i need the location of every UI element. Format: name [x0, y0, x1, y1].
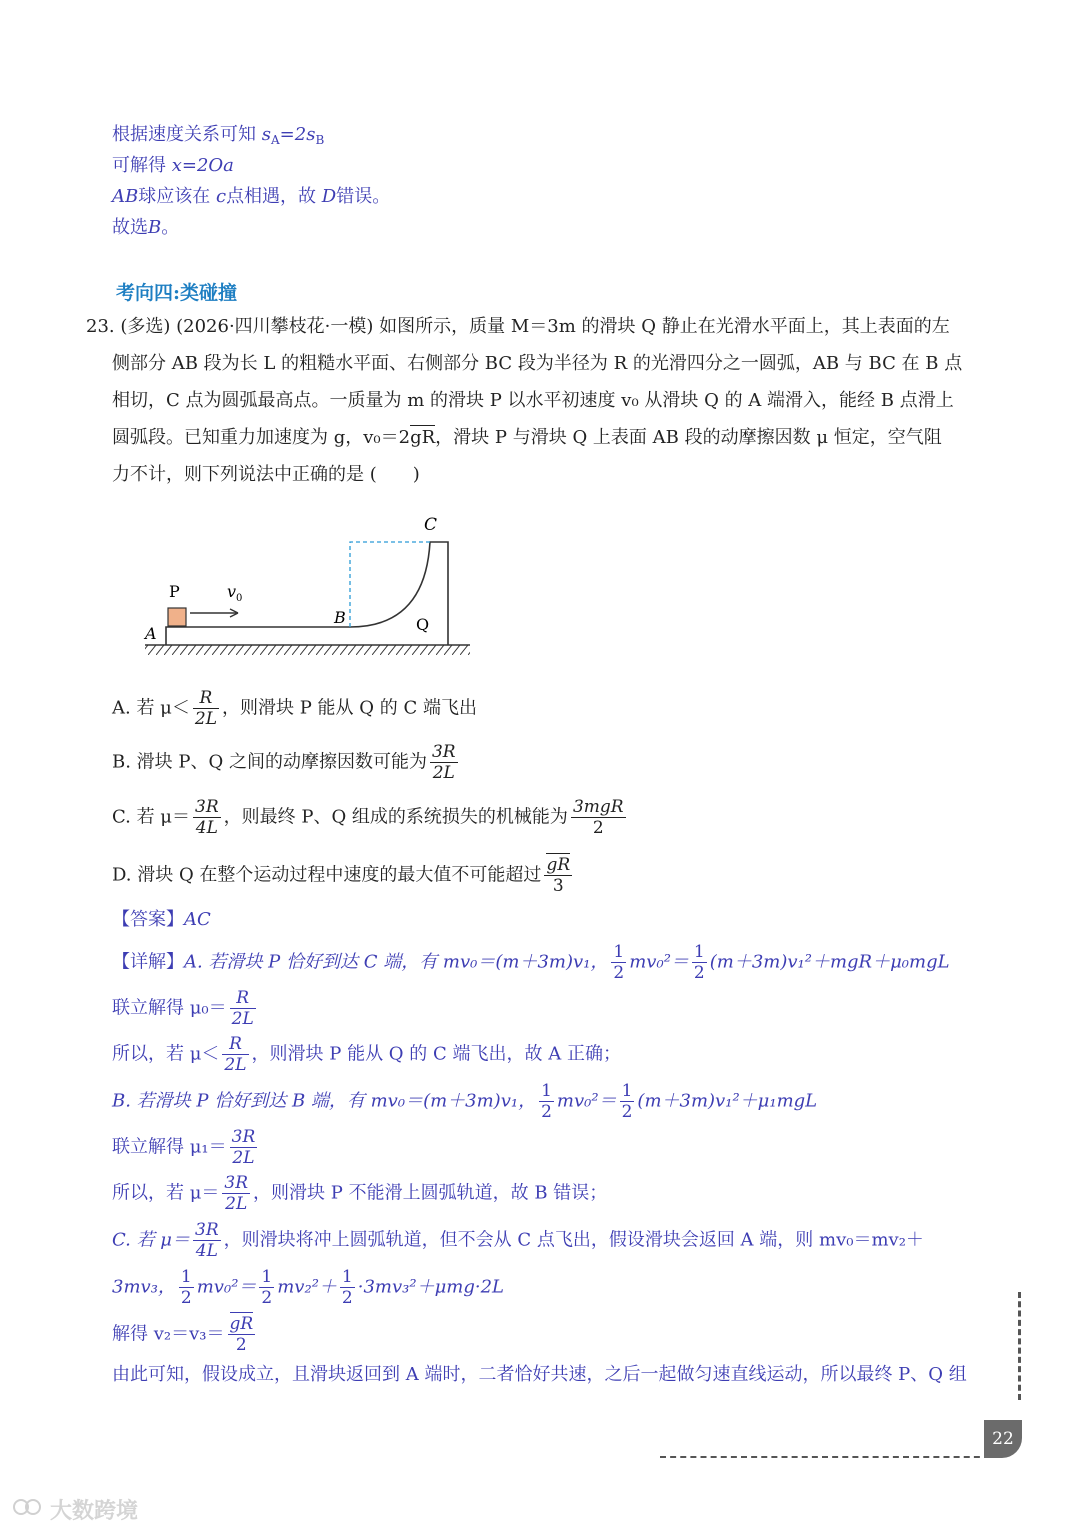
page-edge-dashes-horizontal: [660, 1456, 990, 1458]
label-q: Q: [416, 615, 430, 634]
answer-line: 【答案】AC: [112, 909, 211, 930]
solution-line-5: 联立解得 μ₁＝ $\frac{3R}{2L}$: [112, 1127, 256, 1168]
question-line-5: 力不计，则下列说法中正确的是 ( ): [112, 464, 420, 485]
option-d: D. 滑块 Q 在整个运动过程中速度的最大值不可能超过 $\frac{gR}{3}$: [112, 855, 571, 896]
label-b: B: [334, 608, 346, 627]
watermark-text: 大数跨境: [50, 1499, 139, 1524]
prev-solution-line-1: 根据速度关系可知 $s_A=2s_B$: [112, 124, 325, 147]
prev-solution-line-3: AB球应该在 c点相遇，故 D错误。: [112, 186, 391, 207]
block-p: [168, 608, 186, 626]
label-a: A: [145, 624, 157, 643]
ground-hatching: [145, 645, 470, 655]
question-line-2: 侧部分 AB 段为长 L 的粗糙水平面、右侧部分 BC 段为半径为 R 的光滑四分之一圆弧，AB 与 BC 在 B 点: [112, 353, 963, 374]
solution-line-8: 3mv₃， $\frac{1}{2}$ mv₀²＝ $\frac{1}{2}$ mv₂²＋ $\frac{1}{2}$ ·3mv₃²＋μmg·2L: [112, 1267, 504, 1308]
solution-line-1: 【详解】A. 若滑块 P 恰好到达 C 端，有 mv₀＝(m＋3m)v₁， $\frac{1}{2}$ mv₀²＝ $\frac{1}{2}$ (m＋3m)v₁²＋mgR＋μ₀mgL: [112, 942, 950, 983]
option-c: C. 若 μ＝ $\frac{3R}{4L}$ ，则最终 P、Q 组成的系统损失的机械能为 $\frac{\text{3mgR}}{2}$: [112, 797, 624, 838]
option-a: A. 若 μ＜ $\frac{R}{2L}$ ，则滑块 P 能从 Q 的 C 端飞出: [112, 688, 477, 729]
solution-line-7: C. 若 μ＝ $\frac{3R}{4L}$ ，则滑块将冲上圆弧轨道，但不会从 C 点飞出，假设滑块会返回 A 端，则 mv₀＝mv₂＋: [112, 1220, 924, 1261]
question-line-4: 圆弧段。已知重力加速度为 g，v₀＝2gR，滑块 P 与滑块 Q 上表面 AB 段的动摩擦因数 μ 恒定，空气阻: [112, 427, 942, 448]
section-title: 考向四:类碰撞: [116, 282, 238, 304]
physics-diagram: [140, 505, 480, 665]
watermark-logo-icon: [12, 1494, 42, 1520]
solution-line-9: 解得 v₂＝v₃＝ $\frac{gR}{2}$: [112, 1314, 254, 1355]
option-b: B. 滑块 P、Q 之间的动摩擦因数可能为 $\frac{3R}{2L}$: [112, 742, 456, 783]
solution-line-2: 联立解得 μ₀＝ $\frac{R}{2L}$: [112, 988, 254, 1029]
solution-line-10: 由此可知，假设成立，且滑块返回到 A 端时，二者恰好共速，之后一起做匀速直线运动，所以最终 P、Q 组: [112, 1364, 967, 1385]
sqrt-gR: gR: [410, 427, 436, 448]
solution-line-4: B. 若滑块 P 恰好到达 B 端，有 mv₀＝(m＋3m)v₁， $\frac{1}{2}$ mv₀²＝ $\frac{1}{2}$ (m＋3m)v₁²＋μ₁mgL: [112, 1081, 818, 1122]
label-c: C: [424, 515, 438, 535]
solution-line-3: 所以，若 μ＜ $\frac{R}{2L}$ ，则滑块 P 能从 Q 的 C 端飞出，故 A 正确；: [112, 1034, 621, 1075]
slider-q: [166, 542, 448, 645]
label-p: P: [169, 582, 180, 601]
page-number: 22: [984, 1420, 1022, 1458]
prev-solution-line-2: 可解得 x=2Oa: [112, 155, 234, 176]
prev-solution-line-4: 故选B。: [112, 217, 180, 238]
page-edge-dashes-vertical: [1018, 1292, 1021, 1400]
question-line-1: 23. (多选) (2026·四川攀枝花·一模) 如图所示，质量 M＝3m 的滑块 Q 静止在光滑水平面上，其上表面的左: [86, 316, 950, 337]
solution-line-6: 所以，若 μ＝ $\frac{3R}{2L}$ ，则滑块 P 不能滑上圆弧轨道，故 B 错误；: [112, 1173, 608, 1214]
question-line-3: 相切，C 点为圆弧最高点。一质量为 m 的滑块 P 以水平初速度 v₀ 从滑块 Q 的 A 端滑入，能经 B 点滑上: [112, 390, 954, 411]
label-v0: $v_0$: [227, 582, 243, 604]
